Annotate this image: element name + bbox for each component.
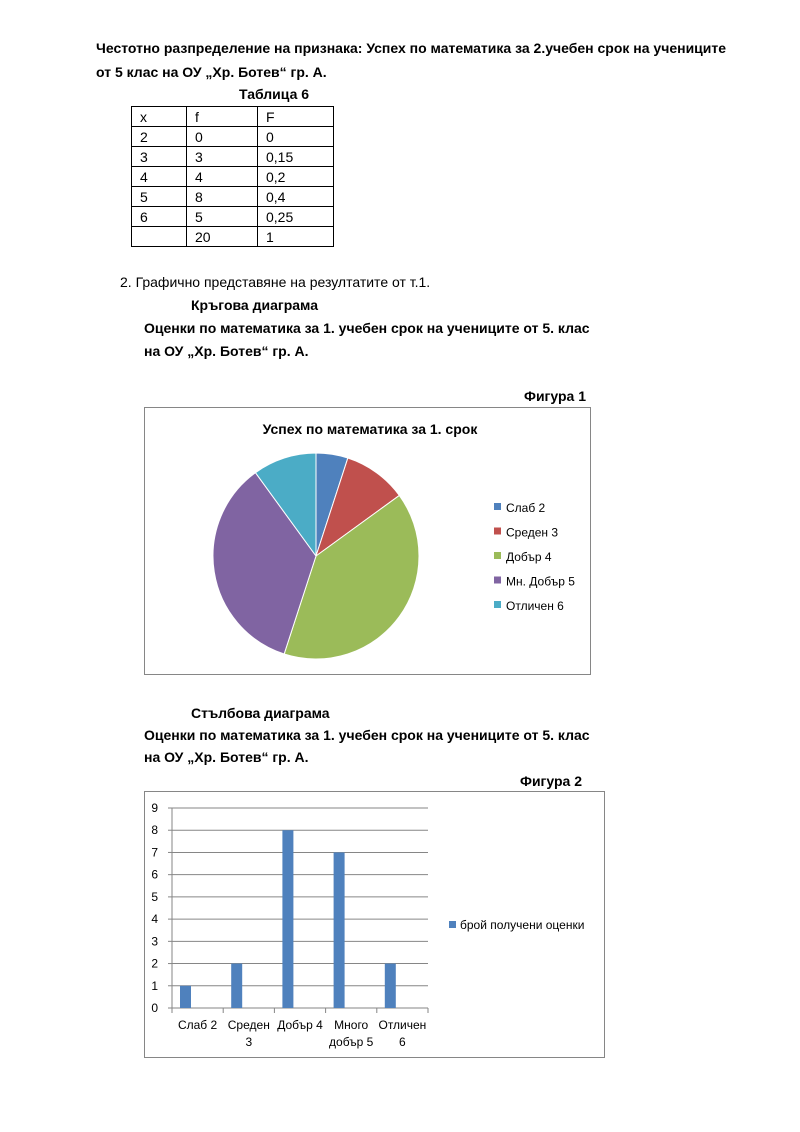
table-cell: 0,4 (258, 187, 334, 207)
pie-heading: Кръгова диаграма (191, 297, 319, 313)
pie-subtitle-line-1: Оценки по математика за 1. учебен срок на учениците от 5. клас (144, 320, 590, 336)
legend-label: брой получени оценки (460, 918, 585, 932)
table-cell (132, 227, 187, 247)
legend-label: Слаб 2 (506, 501, 546, 515)
y-tick-label: 0 (151, 1001, 158, 1015)
y-tick-label: 2 (151, 956, 158, 971)
doc-heading-line-1: Честотно разпределение на признака: Успех по математика за 2.учебен срок на учениците (96, 40, 727, 56)
table-cell: 4 (187, 167, 258, 187)
bar (282, 830, 293, 1008)
table-caption: Таблица 6 (239, 86, 310, 102)
table-header-cell: f (187, 107, 258, 127)
bar (334, 852, 345, 1008)
table-header-cell: x (132, 107, 187, 127)
legend-label: Добър 4 (506, 550, 552, 564)
section-item-2: 2. Графично представяне на резултатите от т.1. (120, 274, 431, 290)
y-tick-label: 5 (151, 889, 158, 904)
table-header-cell: F (258, 107, 334, 127)
table-cell: 1 (258, 227, 334, 247)
legend-label: Мн. Добър 5 (506, 574, 575, 589)
table-cell: 5 (132, 187, 187, 207)
x-tick-label: 6 (399, 1035, 406, 1049)
table-cell: 0 (258, 127, 334, 147)
legend-swatch (494, 601, 501, 608)
y-tick-label: 8 (151, 823, 158, 838)
bar-subtitle-line-2: на ОУ „Хр. Ботев“ гр. А. (144, 749, 309, 765)
x-tick-label: добър 5 (329, 1035, 374, 1049)
y-tick-label: 4 (151, 912, 158, 927)
pie-chart (145, 408, 590, 674)
table-cell: 0,25 (258, 207, 334, 227)
table-cell: 0,15 (258, 147, 334, 167)
legend-swatch (494, 552, 501, 559)
table-cell: 0,2 (258, 167, 334, 187)
x-tick-label: Слаб 2 (177, 1018, 218, 1032)
doc-heading-line-2: от 5 клас на ОУ „Хр. Ботев“ гр. А. (96, 64, 327, 80)
table-header-row (132, 107, 334, 127)
pie-title: Успех по математика за 1. срок (262, 421, 478, 437)
bar-chart (145, 792, 604, 1057)
table-cell: 3 (187, 147, 258, 167)
table-cell: 3 (132, 147, 187, 167)
y-tick-label: 7 (151, 845, 158, 860)
legend-label: Среден 3 (506, 525, 559, 540)
x-tick-label: Среден (227, 1018, 270, 1032)
x-tick-label: Отличен (378, 1018, 427, 1032)
frequency-table (131, 106, 334, 247)
table-cell: 4 (132, 167, 187, 187)
y-tick-label: 9 (151, 801, 158, 815)
y-tick-label: 6 (151, 867, 158, 882)
y-tick-label: 3 (151, 934, 158, 949)
table-cell: 20 (187, 227, 258, 247)
figure-2-label: Фигура 2 (520, 773, 583, 789)
table-cell: 0 (187, 127, 258, 147)
y-tick-label: 1 (151, 978, 158, 993)
table-row (132, 207, 334, 227)
legend-label: Отличен 6 (506, 599, 564, 613)
table-row (132, 187, 334, 207)
legend-swatch (494, 577, 501, 584)
legend-swatch (494, 528, 501, 535)
bar (385, 964, 396, 1008)
pie-chart-frame (144, 407, 591, 675)
pie-subtitle-line-2: на ОУ „Хр. Ботев“ гр. А. (144, 343, 309, 359)
table-cell: 5 (187, 207, 258, 227)
table-cell: 8 (187, 187, 258, 207)
legend-swatch (494, 503, 501, 510)
table-row (132, 147, 334, 167)
bar-heading: Стълбова диаграма (191, 705, 330, 721)
table-row (132, 227, 334, 247)
table-row (132, 167, 334, 187)
x-tick-label: 3 (245, 1035, 253, 1049)
bar (180, 986, 191, 1008)
x-tick-label: Добър 4 (277, 1018, 323, 1032)
figure-1-label: Фигура 1 (524, 388, 587, 404)
bar (231, 964, 242, 1008)
bar-chart-frame (144, 791, 605, 1058)
legend-swatch (449, 921, 456, 928)
table-cell: 6 (132, 207, 187, 227)
bar-subtitle-line-1: Оценки по математика за 1. учебен срок на учениците от 5. клас (144, 727, 590, 743)
table-cell: 2 (132, 127, 187, 147)
x-tick-label: Много (334, 1018, 369, 1032)
table-row (132, 127, 334, 147)
